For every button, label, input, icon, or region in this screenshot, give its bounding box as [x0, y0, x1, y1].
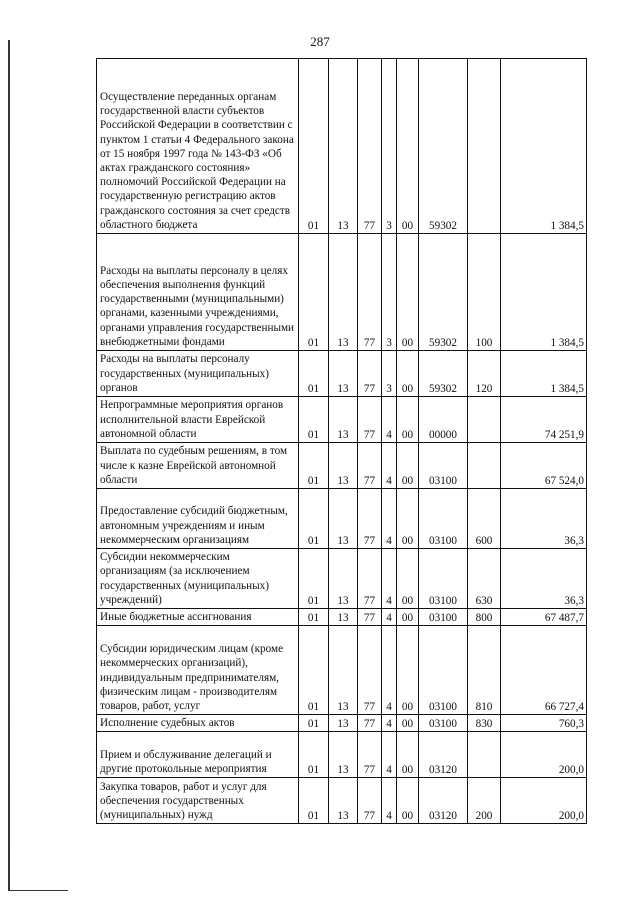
table-row: [97, 351, 587, 397]
row-section: 01: [299, 443, 329, 489]
row-subsection: 13: [329, 715, 358, 732]
row-program: 77: [358, 549, 382, 609]
row-direction: 59302: [419, 234, 468, 351]
table-row: [97, 549, 587, 609]
row-subsection: 13: [329, 732, 358, 778]
row-subprogram: 4: [382, 397, 397, 443]
row-direction: 03100: [419, 443, 468, 489]
table-row: [97, 732, 587, 778]
row-section: 01: [299, 609, 329, 626]
row-section: 01: [299, 489, 329, 549]
scan-left-edge: [8, 40, 10, 890]
row-subprogram: 4: [382, 549, 397, 609]
row-expense-type: [468, 59, 501, 234]
row-expense-type: 200: [468, 778, 501, 824]
row-event: 00: [397, 59, 419, 234]
row-subprogram: 4: [382, 626, 397, 715]
row-direction: 03100: [419, 715, 468, 732]
row-direction: 59302: [419, 351, 468, 397]
row-amount: 200,0: [501, 732, 587, 778]
row-event: 00: [397, 715, 419, 732]
row-section: 01: [299, 732, 329, 778]
table-row: [97, 778, 587, 824]
row-expense-type: [468, 397, 501, 443]
row-event: 00: [397, 549, 419, 609]
row-subprogram: 4: [382, 609, 397, 626]
row-amount: 200,0: [501, 778, 587, 824]
row-program: 77: [358, 778, 382, 824]
row-subprogram: 3: [382, 234, 397, 351]
row-amount: 1 384,5: [501, 351, 587, 397]
row-program: 77: [358, 609, 382, 626]
row-section: 01: [299, 59, 329, 234]
row-name: Иные бюджетные ассигнования: [97, 609, 299, 626]
row-direction: 03120: [419, 732, 468, 778]
row-subsection: 13: [329, 443, 358, 489]
row-subsection: 13: [329, 489, 358, 549]
row-event: 00: [397, 234, 419, 351]
row-program: 77: [358, 715, 382, 732]
row-event: 00: [397, 397, 419, 443]
scan-bottom-mark: [8, 890, 68, 891]
row-expense-type: 120: [468, 351, 501, 397]
row-subprogram: 4: [382, 778, 397, 824]
row-program: 77: [358, 443, 382, 489]
table-row: [97, 234, 587, 351]
row-expense-type: [468, 443, 501, 489]
row-amount: 1 384,5: [501, 59, 587, 234]
row-subsection: 13: [329, 59, 358, 234]
row-event: 00: [397, 626, 419, 715]
row-program: 77: [358, 732, 382, 778]
row-amount: 66 727,4: [501, 626, 587, 715]
row-subprogram: 3: [382, 59, 397, 234]
row-program: 77: [358, 234, 382, 351]
row-name: Закупка товаров, работ и услуг для обеспечения государственных (муниципальных) нужд: [97, 778, 299, 824]
row-subsection: 13: [329, 778, 358, 824]
row-section: 01: [299, 626, 329, 715]
row-expense-type: 830: [468, 715, 501, 732]
row-name: Выплата по судебным решениям, в том числе к казне Еврейской автономной области: [97, 443, 299, 489]
table-row: [97, 397, 587, 443]
row-subsection: 13: [329, 549, 358, 609]
row-name: Субсидии юридическим лицам (кроме некоммерческих организаций), индивидуальным предпринимателям, физическим лицам - производителям товаров, работ, услуг: [97, 626, 299, 715]
table-row: [97, 443, 587, 489]
row-subsection: 13: [329, 351, 358, 397]
row-amount: 74 251,9: [501, 397, 587, 443]
table-row: [97, 626, 587, 715]
row-direction: 03100: [419, 609, 468, 626]
row-expense-type: 810: [468, 626, 501, 715]
row-subsection: 13: [329, 397, 358, 443]
row-name: Осуществление переданных органам государственной власти субъектов Российской Федерации в соответствии с пунктом 1 статьи 4 Федерального закона от 15 ноября 1997 года № 143-ФЗ «Об актах гражданского состояния» полномочий Российской Федерации на государственную регистрацию актов гражданского состояния за счет средств областного бюджета: [97, 59, 299, 234]
row-event: 00: [397, 778, 419, 824]
row-program: 77: [358, 397, 382, 443]
row-subprogram: 4: [382, 489, 397, 549]
row-section: 01: [299, 234, 329, 351]
row-subsection: 13: [329, 626, 358, 715]
row-expense-type: [468, 732, 501, 778]
row-direction: 03100: [419, 489, 468, 549]
row-subsection: 13: [329, 609, 358, 626]
row-name: Непрограммные мероприятия органов исполнительной власти Еврейской автономной области: [97, 397, 299, 443]
row-section: 01: [299, 549, 329, 609]
row-section: 01: [299, 715, 329, 732]
row-subsection: 13: [329, 234, 358, 351]
page-number: 287: [310, 34, 330, 49]
row-section: 01: [299, 351, 329, 397]
row-expense-type: 800: [468, 609, 501, 626]
row-amount: 36,3: [501, 489, 587, 549]
row-amount: 1 384,5: [501, 234, 587, 351]
table-row: [97, 489, 587, 549]
table-row: [97, 609, 587, 626]
row-direction: 00000: [419, 397, 468, 443]
row-direction: 59302: [419, 59, 468, 234]
row-name: Предоставление субсидий бюджетным, автономным учреждениям и иным некоммерческим организациям: [97, 489, 299, 549]
row-amount: 67 524,0: [501, 443, 587, 489]
table-row: [97, 59, 587, 234]
row-subprogram: 3: [382, 351, 397, 397]
row-amount: 67 487,7: [501, 609, 587, 626]
row-name: Прием и обслуживание делегаций и другие протокольные мероприятия: [97, 732, 299, 778]
row-expense-type: 100: [468, 234, 501, 351]
row-event: 00: [397, 732, 419, 778]
row-event: 00: [397, 609, 419, 626]
budget-table: [96, 58, 587, 824]
row-event: 00: [397, 489, 419, 549]
row-name: Субсидии некоммерческим организациям (за исключением государственных (муниципальных) учреждений): [97, 549, 299, 609]
row-direction: 03120: [419, 778, 468, 824]
row-subprogram: 4: [382, 732, 397, 778]
row-program: 77: [358, 59, 382, 234]
row-subprogram: 4: [382, 443, 397, 489]
row-expense-type: 600: [468, 489, 501, 549]
row-amount: 36,3: [501, 549, 587, 609]
row-subprogram: 4: [382, 715, 397, 732]
row-name: Расходы на выплаты персоналу в целях обеспечения выполнения функций государственными (муниципальными) органами, казенными учреждениями, органами управления государственными внебюджетными фондами: [97, 234, 299, 351]
row-name: Расходы на выплаты персоналу государственных (муниципальных) органов: [97, 351, 299, 397]
row-program: 77: [358, 489, 382, 549]
row-section: 01: [299, 397, 329, 443]
row-amount: 760,3: [501, 715, 587, 732]
row-event: 00: [397, 351, 419, 397]
row-section: 01: [299, 778, 329, 824]
row-direction: 03100: [419, 549, 468, 609]
row-program: 77: [358, 351, 382, 397]
row-event: 00: [397, 443, 419, 489]
row-program: 77: [358, 626, 382, 715]
row-direction: 03100: [419, 626, 468, 715]
table-row: [97, 715, 587, 732]
row-expense-type: 630: [468, 549, 501, 609]
row-name: Исполнение судебных актов: [97, 715, 299, 732]
